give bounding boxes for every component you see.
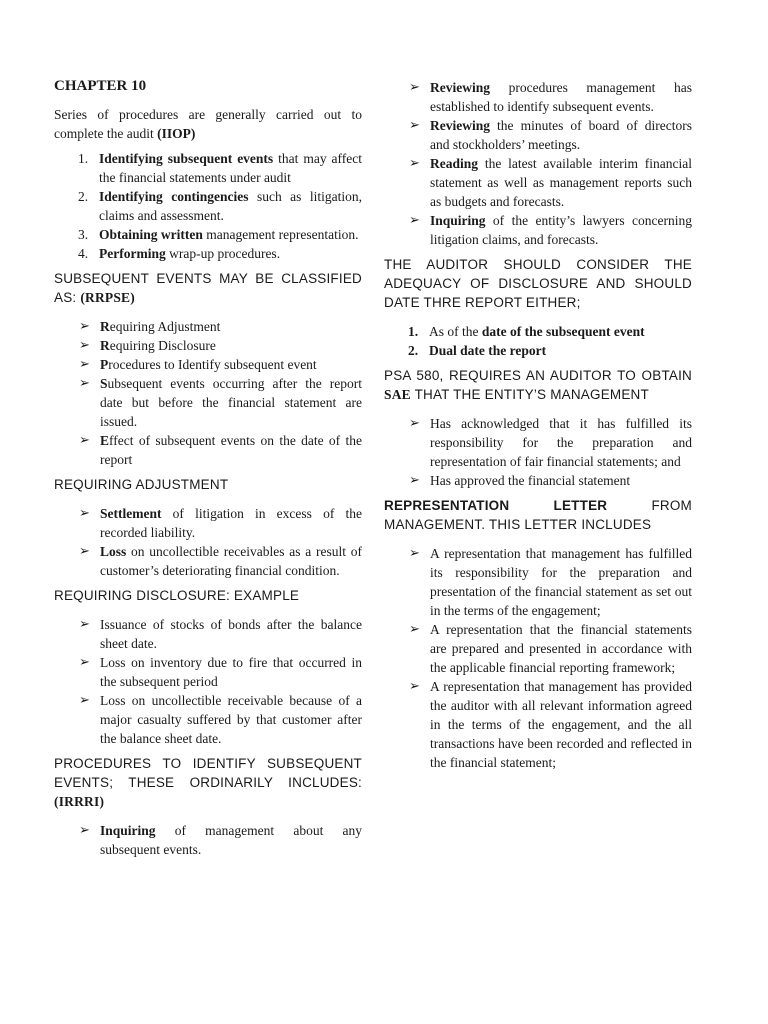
iiop-list [54, 149, 362, 263]
arrow-bullet-icon: ➢ [409, 679, 420, 694]
item-bold-text: Reading [430, 156, 479, 171]
representation-heading-bold: REPRESENTATION LETTER [384, 498, 608, 513]
item-number: 2. [408, 343, 419, 358]
chapter-title: CHAPTER 10 [54, 78, 147, 94]
item-text: procedures management has established to identify subsequent events. [430, 80, 692, 114]
item-text: that may affect the financial statements under audit [99, 151, 362, 185]
item-text: wrap-up procedures. [165, 246, 281, 261]
arrow-bullet-icon: ➢ [79, 693, 90, 708]
item-bold-text: Inquiring [100, 823, 156, 838]
item-bold-text: S [100, 376, 108, 391]
adjustment-heading: REQUIRING ADJUSTMENT [54, 477, 229, 492]
item-bold-text: P [100, 357, 109, 372]
list-item [54, 542, 362, 580]
item-text: A representation that management has provided the auditor with all relevant information agreed in the terms of the engagement, and the all transactions have been recorded and reflected in the financial statement; [430, 679, 692, 770]
arrow-bullet-icon: ➢ [79, 823, 90, 838]
list-item [384, 116, 692, 154]
adjustment-list [54, 504, 362, 580]
list-item [54, 149, 362, 187]
representation-list [384, 544, 692, 772]
item-text: ubsequent events occurring after the report date but before the financial statement are issued. [100, 376, 362, 429]
item-bold-text: Performing [99, 246, 166, 261]
item-text: ffect of subsequent events on the date of the report [100, 433, 362, 467]
list-item [54, 691, 362, 748]
list-item [54, 374, 362, 431]
arrow-bullet-icon: ➢ [409, 80, 420, 95]
psa-heading [384, 366, 692, 404]
list-item [54, 336, 362, 355]
intro-text: Series of procedures are generally carried out to complete the audit [54, 107, 362, 141]
item-number: 1. [408, 324, 419, 339]
procedures-continued-list [384, 78, 692, 249]
classified-acronym: (RRPSE) [80, 290, 135, 305]
item-text: the latest available interim financial statement as well as management reports such as budgets and forecasts. [430, 156, 692, 209]
psa-list [384, 414, 692, 490]
item-bold-text: Reviewing [430, 80, 490, 95]
arrow-bullet-icon: ➢ [79, 617, 90, 632]
item-bold-text: Obtaining written [99, 227, 203, 242]
arrow-bullet-icon: ➢ [409, 546, 420, 561]
procedures-heading-text: PROCEDURES TO IDENTIFY SUBSEQUENT EVENTS; THESE ORDINARILY INCLUDES: [54, 756, 362, 790]
item-text: equiring Adjustment [109, 319, 221, 334]
item-text: A representation that management has fulfilled its responsibility for the preparation and presentation of the financial statement as set out in the terms of the engagement; [430, 546, 692, 618]
item-text: Loss on uncollectible receivable because of a major casualty suffered by that customer after the balance sheet date. [100, 693, 362, 746]
representation-heading-rest: FROM MANAGEMENT. THIS LETTER INCLUDES [384, 498, 692, 532]
intro-paragraph [54, 105, 362, 143]
item-text: of the entity’s lawyers concerning litigation claims, and forecasts. [430, 213, 692, 247]
list-item [54, 821, 362, 859]
item-text: such as litigation, claims and assessment. [99, 189, 362, 223]
arrow-bullet-icon: ➢ [79, 319, 90, 334]
adequacy-heading: THE AUDITOR SHOULD CONSIDER THE ADEQUACY OF DISCLOSURE AND SHOULD DATE THRE REPORT EITHER; [384, 257, 692, 310]
classified-heading-text: SUBSEQUENT EVENTS MAY BE CLASSIFIED AS: [54, 271, 362, 305]
item-text: management representation. [202, 227, 359, 242]
item-text: Issuance of stocks of bonds after the balance sheet date. [100, 617, 362, 651]
item-number: 1. [78, 151, 89, 166]
item-bold-text: Dual date the report [429, 343, 547, 358]
list-item [54, 317, 362, 336]
list-item [54, 504, 362, 542]
left-column [54, 78, 362, 865]
arrow-bullet-icon: ➢ [79, 655, 90, 670]
psa-heading-acronym: SAE [384, 387, 411, 402]
adequacy-list [384, 322, 692, 360]
item-text: Has approved the financial statement [430, 473, 631, 488]
item-text: of litigation in excess of the recorded liability. [100, 506, 362, 540]
item-bold-text: Identifying subsequent events [99, 151, 274, 166]
procedures-acronym: (IRRRI) [54, 794, 105, 809]
representation-heading [384, 496, 692, 534]
list-item [384, 341, 692, 360]
arrow-bullet-icon: ➢ [409, 156, 420, 171]
item-number: 2. [78, 189, 89, 204]
arrow-bullet-icon: ➢ [79, 433, 90, 448]
rrpse-list [54, 317, 362, 469]
item-text: A representation that the financial statements are prepared and presented in accordance with the applicable financial reporting framework; [430, 622, 692, 675]
right-column [384, 78, 692, 778]
list-item [384, 211, 692, 249]
item-bold-text: date of the subsequent event [481, 324, 645, 339]
list-item [54, 653, 362, 691]
item-bold-text: R [100, 319, 110, 334]
arrow-bullet-icon: ➢ [409, 622, 420, 637]
item-number: 3. [78, 227, 89, 242]
list-item [384, 471, 692, 490]
classified-heading [54, 269, 362, 307]
disclosure-heading: REQUIRING DISCLOSURE: EXAMPLE [54, 588, 300, 603]
item-text: on uncollectible receivables as a result of customer’s deteriorating financial condition. [100, 544, 362, 578]
item-text: Has acknowledged that it has fulfilled its responsibility for the preparation and representation of fair financial statements; and [430, 416, 692, 469]
psa-heading-post: THAT THE ENTITY’S MANAGEMENT [410, 387, 649, 402]
list-item [384, 677, 692, 772]
item-text: the minutes of board of directors and stockholders’ meetings. [430, 118, 692, 152]
procedures-list [54, 821, 362, 859]
item-bold-text: Identifying contingencies [99, 189, 249, 204]
procedures-heading [54, 754, 362, 811]
list-item [384, 544, 692, 620]
item-bold-text: Settlement [100, 506, 162, 521]
item-text: equiring Disclosure [109, 338, 216, 353]
item-text: As of the [429, 324, 482, 339]
item-bold-text: Reviewing [430, 118, 490, 133]
list-item [384, 78, 692, 116]
list-item [54, 244, 362, 263]
list-item [384, 414, 692, 471]
arrow-bullet-icon: ➢ [79, 544, 90, 559]
list-item [54, 615, 362, 653]
arrow-bullet-icon: ➢ [79, 506, 90, 521]
arrow-bullet-icon: ➢ [79, 357, 90, 372]
item-text: Loss on inventory due to fire that occurred in the subsequent period [100, 655, 362, 689]
item-bold-text: R [100, 338, 110, 353]
arrow-bullet-icon: ➢ [409, 416, 420, 431]
list-item [54, 431, 362, 469]
list-item [54, 355, 362, 374]
intro-acronym: (IIOP) [157, 126, 196, 141]
list-item [384, 620, 692, 677]
psa-heading-pre: PSA 580, REQUIRES AN AUDITOR TO OBTAIN [384, 368, 692, 383]
arrow-bullet-icon: ➢ [79, 376, 90, 391]
list-item [384, 154, 692, 211]
arrow-bullet-icon: ➢ [79, 338, 90, 353]
list-item [384, 322, 692, 341]
item-bold-text: E [100, 433, 110, 448]
item-text: of management about any subsequent events. [100, 823, 362, 857]
arrow-bullet-icon: ➢ [409, 213, 420, 228]
arrow-bullet-icon: ➢ [409, 473, 420, 488]
item-bold-text: Inquiring [430, 213, 486, 228]
item-number: 4. [78, 246, 89, 261]
list-item [54, 225, 362, 244]
list-item [54, 187, 362, 225]
disclosure-list [54, 615, 362, 748]
arrow-bullet-icon: ➢ [409, 118, 420, 133]
item-bold-text: Loss [100, 544, 127, 559]
item-text: rocedures to Identify subsequent event [108, 357, 317, 372]
